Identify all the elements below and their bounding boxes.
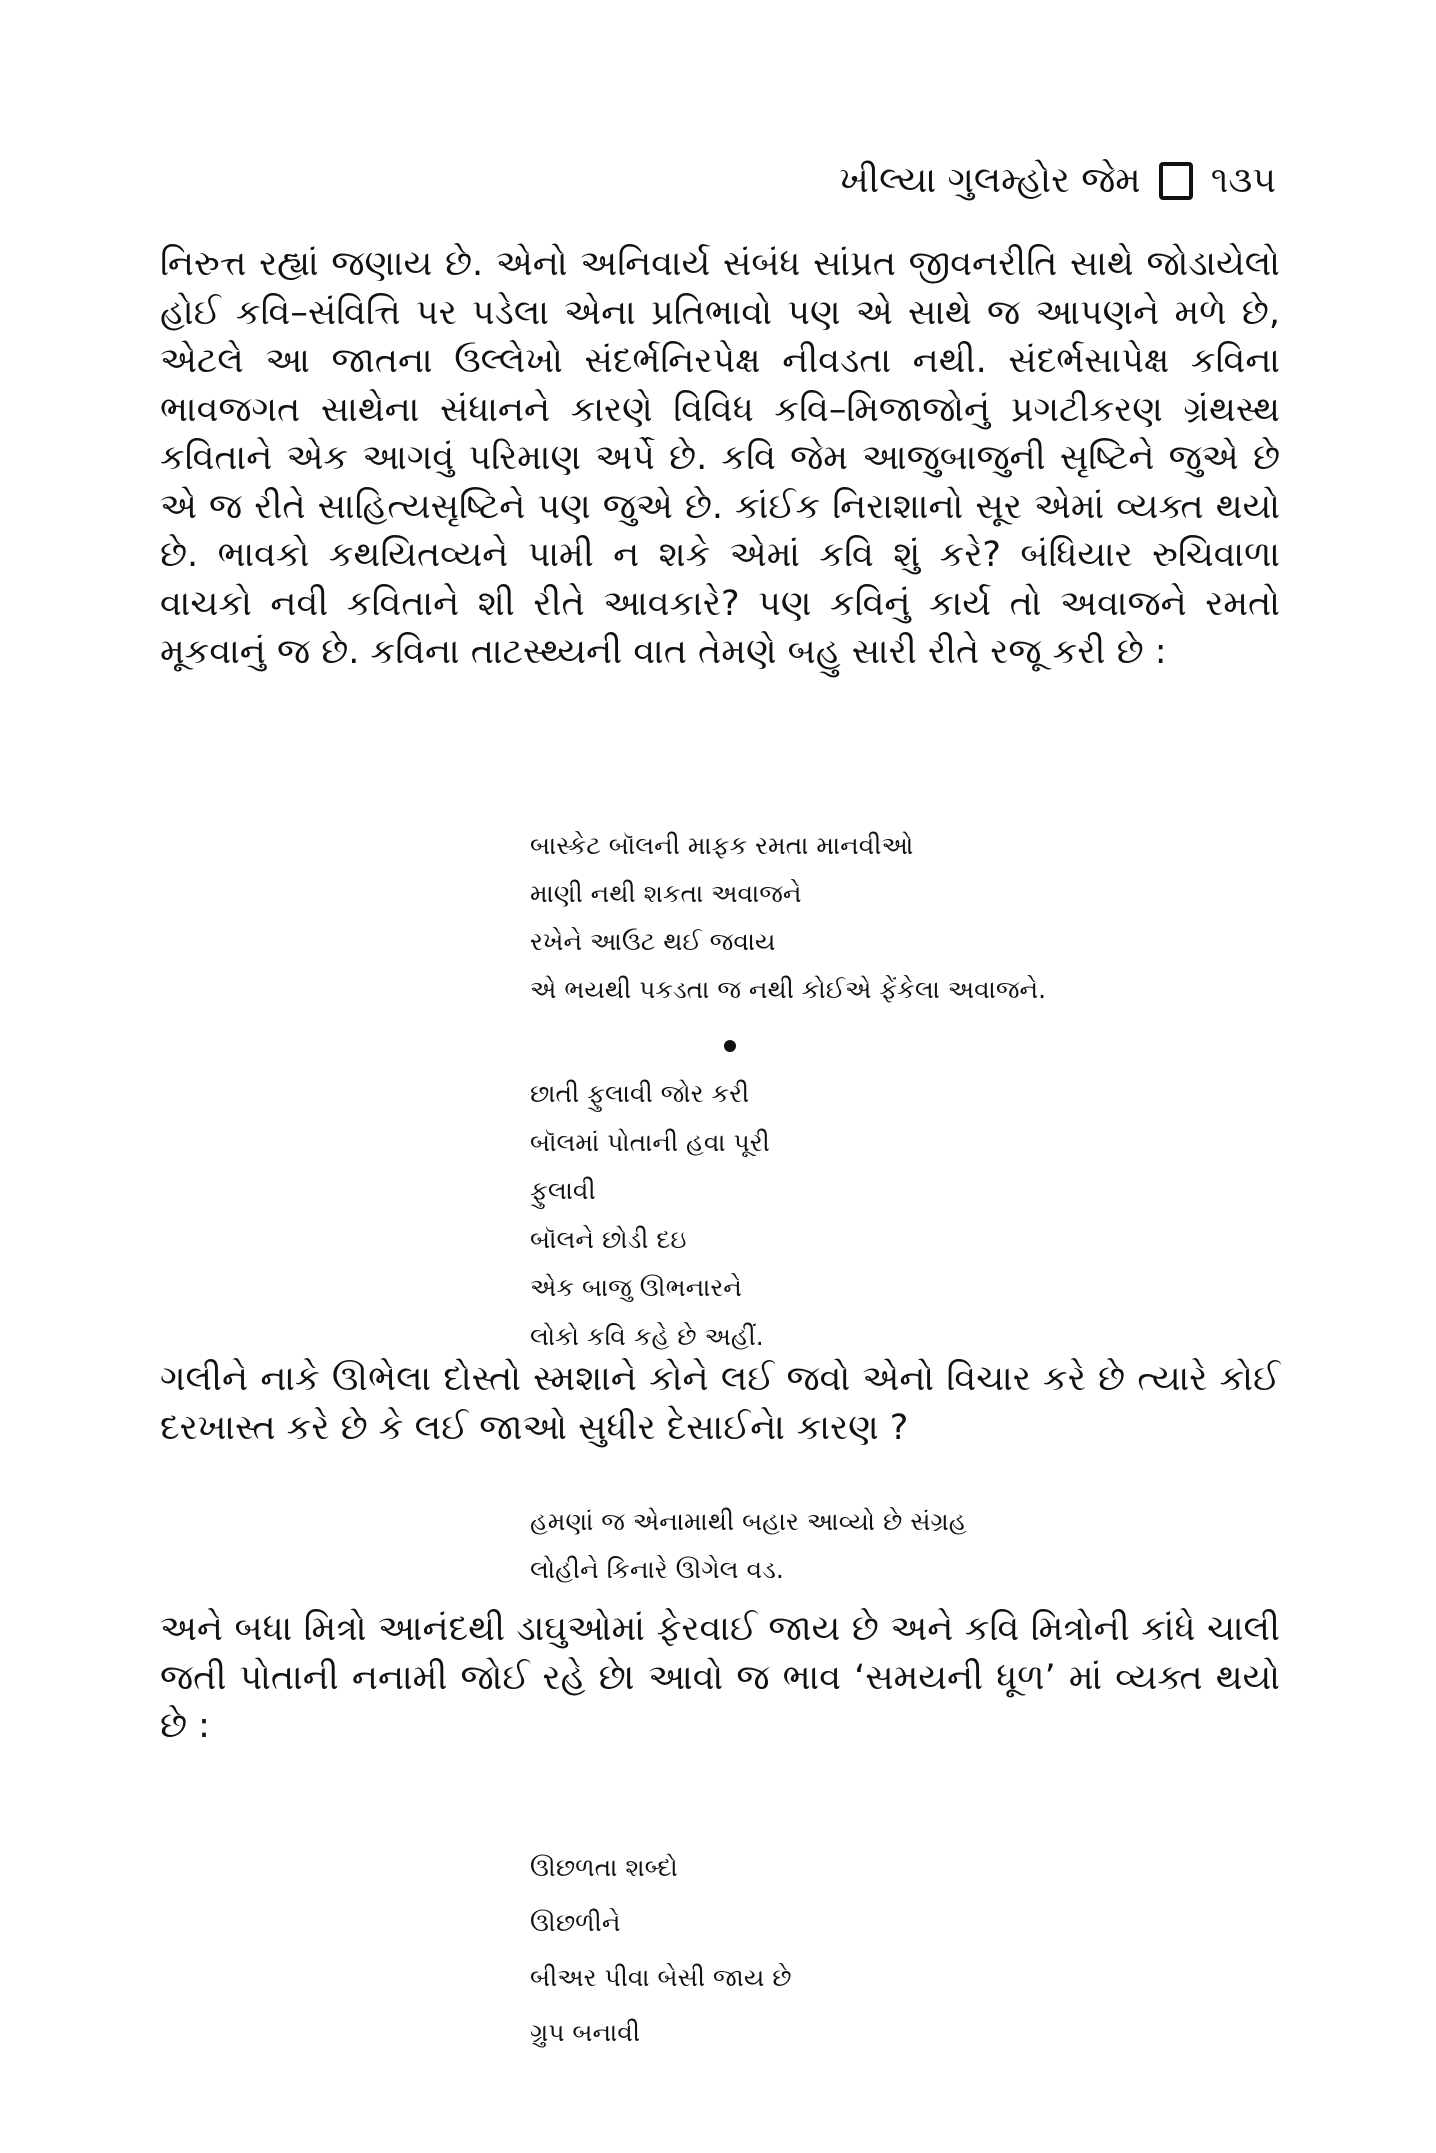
verse-line: ગ્રુપ બનાવી: [530, 2018, 640, 2047]
paragraph-1-text: નિરુત્ત રહ્યાં જણાય છે. એનો અનિવાર્ય સંબંધ સાંપ્રત જીવનરીતિ સાથે જોડાયેલો હોઈ કવિ–સંવિત્તિ પર પડેલા એના પ્રતિભાવો પણ એ સાથે જ આપણને મળે છે, એટલે આ જાતના ઉલ્લેખો સંદર્ભનિરપેક્ષ નીવડતા નથી. સંદર્ભસાપેક્ષ કવિના ભાવજગત સાથેના સંધાનને કારણે વિવિધ કવિ–મિજાજોનું પ્રગટીકરણ ગ્રંથસ્થ કવિતાને એક આગવું પરિમાણ અર્પે છે. કવિ જેમ આજુબાજુની સૃષ્ટિને જુએ છે એ જ રીતે સાહિત્યસૃષ્ટિને પણ જુએ છે. કાંઈક નિરાશાનો સૂર એમાં વ્યક્ત થયો છે. ભાવકો કથયિતવ્યને પામી ન શકે એમાં કવિ શું કરે? બંધિયાર રુચિવાળા વાચકો નવી કવિતાને શી રીતે આવકારે? પણ કવિનું કાર્ય તો અવાજને રમતો મૂકવાનું જ છે. કવિના તાટસ્થ્યની વાત તેમણે બહુ સારી રીતે રજૂ કરી છે :: [160, 244, 1280, 672]
verse-line: બીઅર પીવા બેસી જાય છે: [530, 1963, 792, 1992]
paragraph-2: [160, 1355, 1280, 1452]
verse-line: ફુલાવી: [530, 1176, 596, 1205]
page-number: ૧૩૫: [1210, 160, 1276, 201]
paragraph-3-text: અને બધા મિત્રો આનંદથી ડાઘુઓમાં ફેરવાઈ જાય છે અને કવિ મિત્રોની કાંધે ચાલી જતી પોતાની નનામી જોઈ રહે છે। આવો જ ભાવ ‘સમયની ધૂળ’ માં વ્યક્ત થયો છે :: [160, 1609, 1280, 1746]
verse-line: લોહીને કિનારે ઊગેલ વડ.: [530, 1555, 784, 1584]
verse-stanza-2: [530, 1070, 1290, 1361]
verse-line: હમણાં જ એનામાથી બહાર આવ્યો છે સંગ્રહ: [530, 1507, 967, 1536]
stanza-divider-dot: [724, 1040, 736, 1052]
box-ornament-icon: [1159, 162, 1193, 200]
verse-stanza-3: [530, 1498, 1290, 1594]
verse-line: એ ભયથી પકડતા જ નથી કોઈએ ફેંકેલા અવાજને.: [530, 975, 1047, 1004]
verse-line: એક બાજુ ઊભનારને: [530, 1273, 742, 1302]
verse-line: ઊછળીને: [530, 1908, 621, 1937]
verse-line: છાતી ફુલાવી જોર કરી: [530, 1079, 750, 1108]
verse-line: બૉલમાં પોતાની હવા પૂરી: [530, 1127, 770, 1157]
verse-line: ઊછળતા શબ્દો: [530, 1853, 678, 1882]
verse-line: બાસ્કેટ બૉલની માફક રમતા માનવીઓ: [530, 831, 914, 860]
paragraph-2-text: ગલીને નાકે ઊભેલા દોસ્તો સ્મશાને કોને લઈ જવો એનો વિચાર કરે છે ત્યારે કોઈ દરખાસ્ત કરે છે કે લઈ જાઓ સુધીર દેસાઈને। કારણ ?: [160, 1359, 1280, 1448]
verse-line: રખેને આઉટ થઈ જવાય: [530, 927, 776, 956]
verse-line: લોકો કવિ કહે છે અહીં.: [530, 1321, 764, 1351]
verse-line: બૉલને છોડી દઇ: [530, 1224, 687, 1254]
paragraph-1: [160, 240, 1280, 677]
verse-stanza-4: [530, 1840, 1290, 2060]
verse-stanza-1: [530, 822, 1290, 1014]
running-title: ખીલ્યા ગુલમ્હોર જેમ: [839, 160, 1141, 201]
paragraph-3: [160, 1605, 1280, 1751]
verse-line: માણી નથી શકતા અવાજને: [530, 879, 802, 908]
running-header: [839, 160, 1276, 202]
